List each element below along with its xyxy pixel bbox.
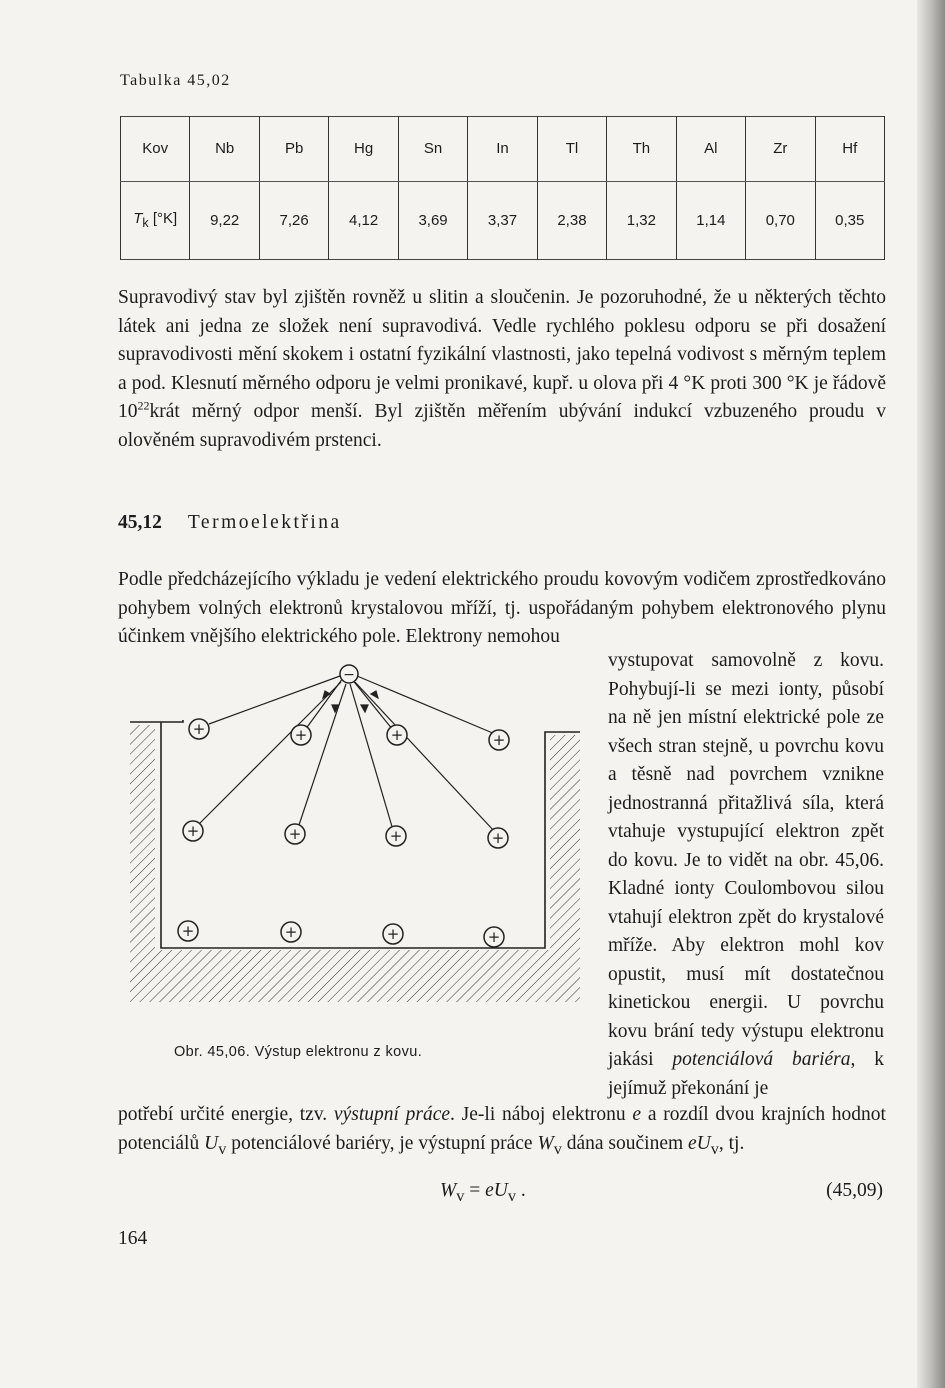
svg-text:+: + xyxy=(284,923,298,941)
table-header-cell: Pb xyxy=(259,117,328,182)
ion xyxy=(178,921,198,941)
critical-temperature-table xyxy=(120,116,885,260)
figure-caption: Obr. 45,06. Výstup elektronu z kovu. xyxy=(174,1044,423,1060)
svg-text:+: + xyxy=(288,825,302,843)
table-caption: Tabulka 45,02 xyxy=(120,72,231,89)
svg-text:+: + xyxy=(491,829,505,847)
svg-text:+: + xyxy=(186,822,200,840)
positive-ions xyxy=(178,719,509,947)
electron-exit-figure xyxy=(125,660,585,1015)
equation: $W_v = eU_v$ . xyxy=(440,1180,526,1205)
ion xyxy=(285,824,305,844)
electron xyxy=(340,665,358,683)
page-number: 164 xyxy=(118,1228,148,1249)
table-cell: 7,26 xyxy=(259,181,328,259)
table-cell: 1,14 xyxy=(676,181,745,259)
table-row-header-tk: $T_k$ [°K] xyxy=(121,181,190,259)
svg-text:+: + xyxy=(386,925,400,943)
svg-text:+: + xyxy=(487,928,501,946)
table-header-row xyxy=(121,117,885,182)
svg-text:+: + xyxy=(294,726,308,744)
force-lines xyxy=(197,676,495,832)
section-number: 45,12 xyxy=(118,512,162,533)
metal-hatched-region xyxy=(130,725,580,1002)
table-header-cell: Al xyxy=(676,117,745,182)
svg-text:−: − xyxy=(343,667,355,683)
table-header-cell: Sn xyxy=(398,117,467,182)
paragraph-intro: Podle předcházejícího výkladu je vedení elektrického proudu kovovým vodičem zprostředkováno pohybem volných elektronů krystalovou mříží, tj. uspořádaným pohybem elektronového plynu účinkem vnějšího elektrického pole. Elektrony nemohou xyxy=(118,569,886,647)
table-cell: 3,69 xyxy=(398,181,467,259)
table-header-cell: Zr xyxy=(746,117,815,182)
svg-text:+: + xyxy=(390,726,404,744)
table-cell: 2,38 xyxy=(537,181,606,259)
ion xyxy=(488,828,508,848)
table-value-row xyxy=(121,181,885,259)
ion xyxy=(281,922,301,942)
ion xyxy=(291,725,311,745)
table-cell: 0,35 xyxy=(815,181,884,259)
table-cell: 9,22 xyxy=(190,181,259,259)
table-header-cell: Th xyxy=(607,117,676,182)
table-header-cell: Hg xyxy=(329,117,398,182)
ion xyxy=(386,826,406,846)
ion xyxy=(489,730,509,750)
ion xyxy=(383,924,403,944)
ion xyxy=(189,719,209,739)
svg-text:+: + xyxy=(192,720,206,738)
section-heading xyxy=(118,512,342,534)
table-cell: 4,12 xyxy=(329,181,398,259)
ion xyxy=(484,927,504,947)
table-cell: 3,37 xyxy=(468,181,537,259)
page-edge-shadow xyxy=(917,0,945,1388)
section-title: Termoelektřina xyxy=(187,512,342,533)
svg-text:+: + xyxy=(181,922,195,940)
paragraph-side-text: vystupovat samovolně z kovu. Pohybují-li se mezi ionty, působí na ně jen místní elektrické pole ze všech stran stejně, u povrchu kovu a těsně nad povrchem vznikne jednostranná přitažlivá síla, která vtahuje vystupující elektron zpět do kovu. Je to vidět na obr. 45,06. Kladné ionty Coulombovou silou vtahují elektron zpět do krystalové mříže. Aby elektron mohl kov opustit, musí mít dostatečnou kinetickou energii. U povrchu kovu brání tedy výstupu elektronu jakási potenciálová bariéra, k jejímuž překonání je xyxy=(608,650,884,1099)
equation-number: (45,09) xyxy=(826,1180,883,1201)
table-row-header: Kov xyxy=(121,117,190,182)
table-cell: 0,70 xyxy=(746,181,815,259)
ion xyxy=(387,725,407,745)
table-header-cell: Hf xyxy=(815,117,884,182)
table-cell: 1,32 xyxy=(607,181,676,259)
ion xyxy=(183,821,203,841)
table-header-cell: In xyxy=(468,117,537,182)
table-header-cell: Tl xyxy=(537,117,606,182)
svg-text:+: + xyxy=(389,827,403,845)
table-header-cell: Nb xyxy=(190,117,259,182)
paragraph-work-function: potřebí určité energie, tzv. výstupní práce. Je-li náboj elektronu e a rozdíl dvou krajních hodnot potenciálů $U_v$ potenciálové bariéry, je výstupní práce $W_v$ dána součinem $eU_v$, tj. xyxy=(118,1104,886,1158)
paragraph-superconductivity: Supravodivý stav byl zjištěn rovněž u slitin a sloučenin. Je pozoruhodné, že u některých těchto látek ani jedna ze složek není supravodivá. Vedle rychlého poklesu odporu se při dosažení supravodivosti mění skokem i ostatní fyzikální vlastnosti, jako tepelná vodivost s měrným teplem a pod. Klesnutí měrného odporu je velmi pronikavé, kupř. u olova při 4 °K proti 300 °K je řádově $10^{22}krát$ měrný odpor menší. Byl zjištěn měřením ubývání indukcí vzbuzeného proudu v olověném supravodivém prstenci. xyxy=(118,287,886,451)
svg-text:+: + xyxy=(492,731,506,749)
